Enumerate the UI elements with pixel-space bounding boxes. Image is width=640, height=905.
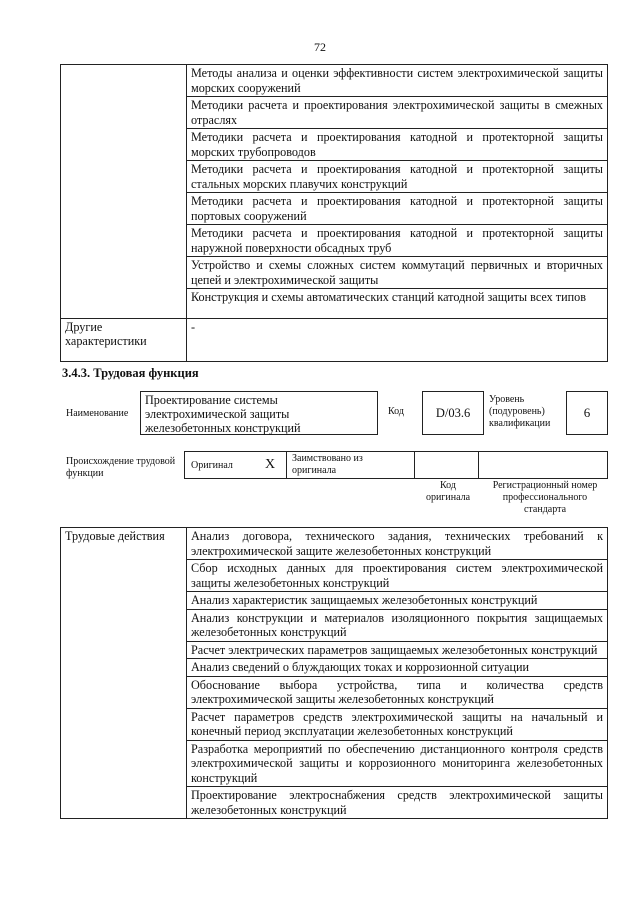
origin-divider	[286, 451, 287, 479]
original-mark: X	[265, 457, 276, 472]
name-label: Наименование	[66, 408, 129, 419]
labor-actions-table	[60, 527, 608, 819]
labor-action-item: Обоснование выбора устройства, типа и количества средств электрохимической защиты железобетонных конструкций	[187, 676, 608, 708]
labor-action-item: Расчет электрических параметров защищаемых железобетонных конструкций	[187, 641, 608, 659]
knowledge-item: Методы анализа и оценки эффективности систем электрохимической защиты морских сооружений	[187, 65, 608, 97]
function-code: D/03.6	[422, 391, 484, 435]
labor-action-item: Анализ сведений о блуждающих токах и коррозионной ситуации	[187, 659, 608, 677]
origin-divider	[414, 451, 415, 479]
code-label: Код	[388, 406, 404, 417]
labor-action-item: Анализ характеристик защищаемых железобетонных конструкций	[187, 592, 608, 610]
origin-divider	[478, 451, 479, 479]
reg-number-caption: Регистрационный номер профессионального стандарта	[492, 480, 598, 515]
knowledge-table	[60, 64, 608, 362]
knowledge-item: Конструкция и схемы автоматических станций катодной защиты всех типов	[187, 289, 608, 319]
labor-action-item: Анализ договора, технического задания, технических требований к электрохимической защите железобетонных конструкций	[187, 528, 608, 560]
other-characteristics-label: Другие характеристики	[61, 318, 187, 361]
knowledge-item: Устройство и схемы сложных систем коммутаций первичных и вторичных цепей и электрохимической защиты	[187, 257, 608, 289]
code-original-caption: Код оригинала	[425, 480, 471, 503]
section-title: 3.4.3. Трудовая функция	[62, 366, 199, 380]
labor-action-item: Разработка мероприятий по обеспечению дистанционного контроля средств электрохимической защиты и коррозионного мониторинга железобетонных конструкций	[187, 740, 608, 787]
function-name: Проектирование системы электрохимической защиты железобетонных конструкций	[140, 391, 378, 435]
origin-row	[184, 451, 608, 479]
original-label: Оригинал	[191, 460, 233, 471]
origin-label: Происхождение трудовой функции	[66, 456, 176, 479]
labor-action-item: Проектирование электроснабжения средств электрохимической защиты железобетонных конструкций	[187, 787, 608, 819]
level-label: Уровень (подуровень) квалификации	[489, 394, 551, 429]
labor-action-item: Расчет параметров средств электрохимической защиты на начальный и конечный период эксплуатации железобетонных конструкций	[187, 708, 608, 740]
knowledge-item: Методики расчета и проектирования катодной и протекторной защиты портовых сооружений	[187, 193, 608, 225]
knowledge-label-cell	[61, 65, 187, 319]
knowledge-item: Методики расчета и проектирования катодной и протекторной защиты стальных морских плавучих конструкций	[187, 161, 608, 193]
labor-action-item: Анализ конструкции и материалов изоляционного покрытия защищаемых железобетонных конструкций	[187, 609, 608, 641]
knowledge-item: Методики расчета и проектирования катодной и протекторной защиты наружной поверхности обсадных труб	[187, 225, 608, 257]
other-characteristics-value: -	[187, 318, 608, 361]
knowledge-item: Методики расчета и проектирования катодной и протекторной защиты морских трубопроводов	[187, 129, 608, 161]
knowledge-item: Методики расчета и проектирования электрохимической защиты в смежных отраслях	[187, 97, 608, 129]
qualification-level: 6	[566, 391, 608, 435]
labor-action-item: Сбор исходных данных для проектирования систем электрохимической защиты железобетонных конструкций	[187, 560, 608, 592]
borrowed-label: Заимствовано из оригинала	[292, 453, 363, 476]
page-number: 72	[314, 40, 326, 54]
labor-actions-label: Трудовые действия	[61, 528, 187, 819]
